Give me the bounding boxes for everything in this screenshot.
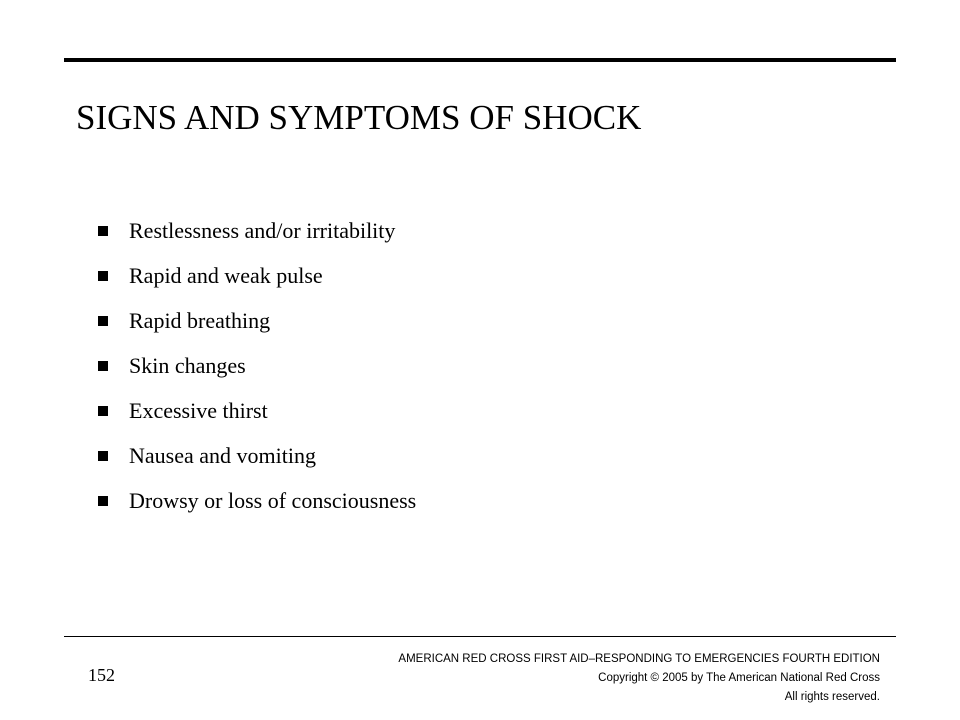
square-bullet-icon bbox=[98, 406, 108, 416]
list-item bbox=[98, 478, 416, 523]
list-item bbox=[98, 298, 416, 343]
page-number: 152 bbox=[88, 665, 115, 685]
rights-notice: All rights reserved. bbox=[784, 691, 880, 703]
copyright-notice: Copyright © 2005 by The American National Red Cross bbox=[598, 672, 880, 684]
square-bullet-icon bbox=[98, 361, 108, 371]
list-item-text: Drowsy or loss of consciousness bbox=[129, 487, 417, 513]
list-item-text: Rapid breathing bbox=[129, 307, 271, 333]
symptom-list bbox=[98, 208, 416, 523]
footer-credits bbox=[398, 650, 880, 707]
square-bullet-icon bbox=[98, 226, 108, 236]
list-item-text: Restlessness and/or irritability bbox=[129, 217, 396, 243]
list-item-text: Excessive thirst bbox=[129, 397, 268, 423]
square-bullet-icon bbox=[98, 496, 108, 506]
square-bullet-icon bbox=[98, 316, 108, 326]
bottom-divider bbox=[64, 636, 896, 637]
square-bullet-icon bbox=[98, 271, 108, 281]
list-item bbox=[98, 433, 416, 478]
list-item bbox=[98, 208, 416, 253]
list-item-text: Nausea and vomiting bbox=[129, 442, 316, 468]
list-item bbox=[98, 253, 416, 298]
slide-title: SIGNS AND SYMPTOMS OF SHOCK bbox=[76, 98, 642, 137]
top-divider bbox=[64, 58, 896, 62]
list-item-text: Skin changes bbox=[129, 352, 246, 378]
list-item bbox=[98, 388, 416, 433]
book-title: AMERICAN RED CROSS FIRST AID–RESPONDING TO EMERGENCIES FOURTH EDITION bbox=[398, 653, 880, 665]
square-bullet-icon bbox=[98, 451, 108, 461]
list-item-text: Rapid and weak pulse bbox=[129, 262, 323, 288]
list-item bbox=[98, 343, 416, 388]
